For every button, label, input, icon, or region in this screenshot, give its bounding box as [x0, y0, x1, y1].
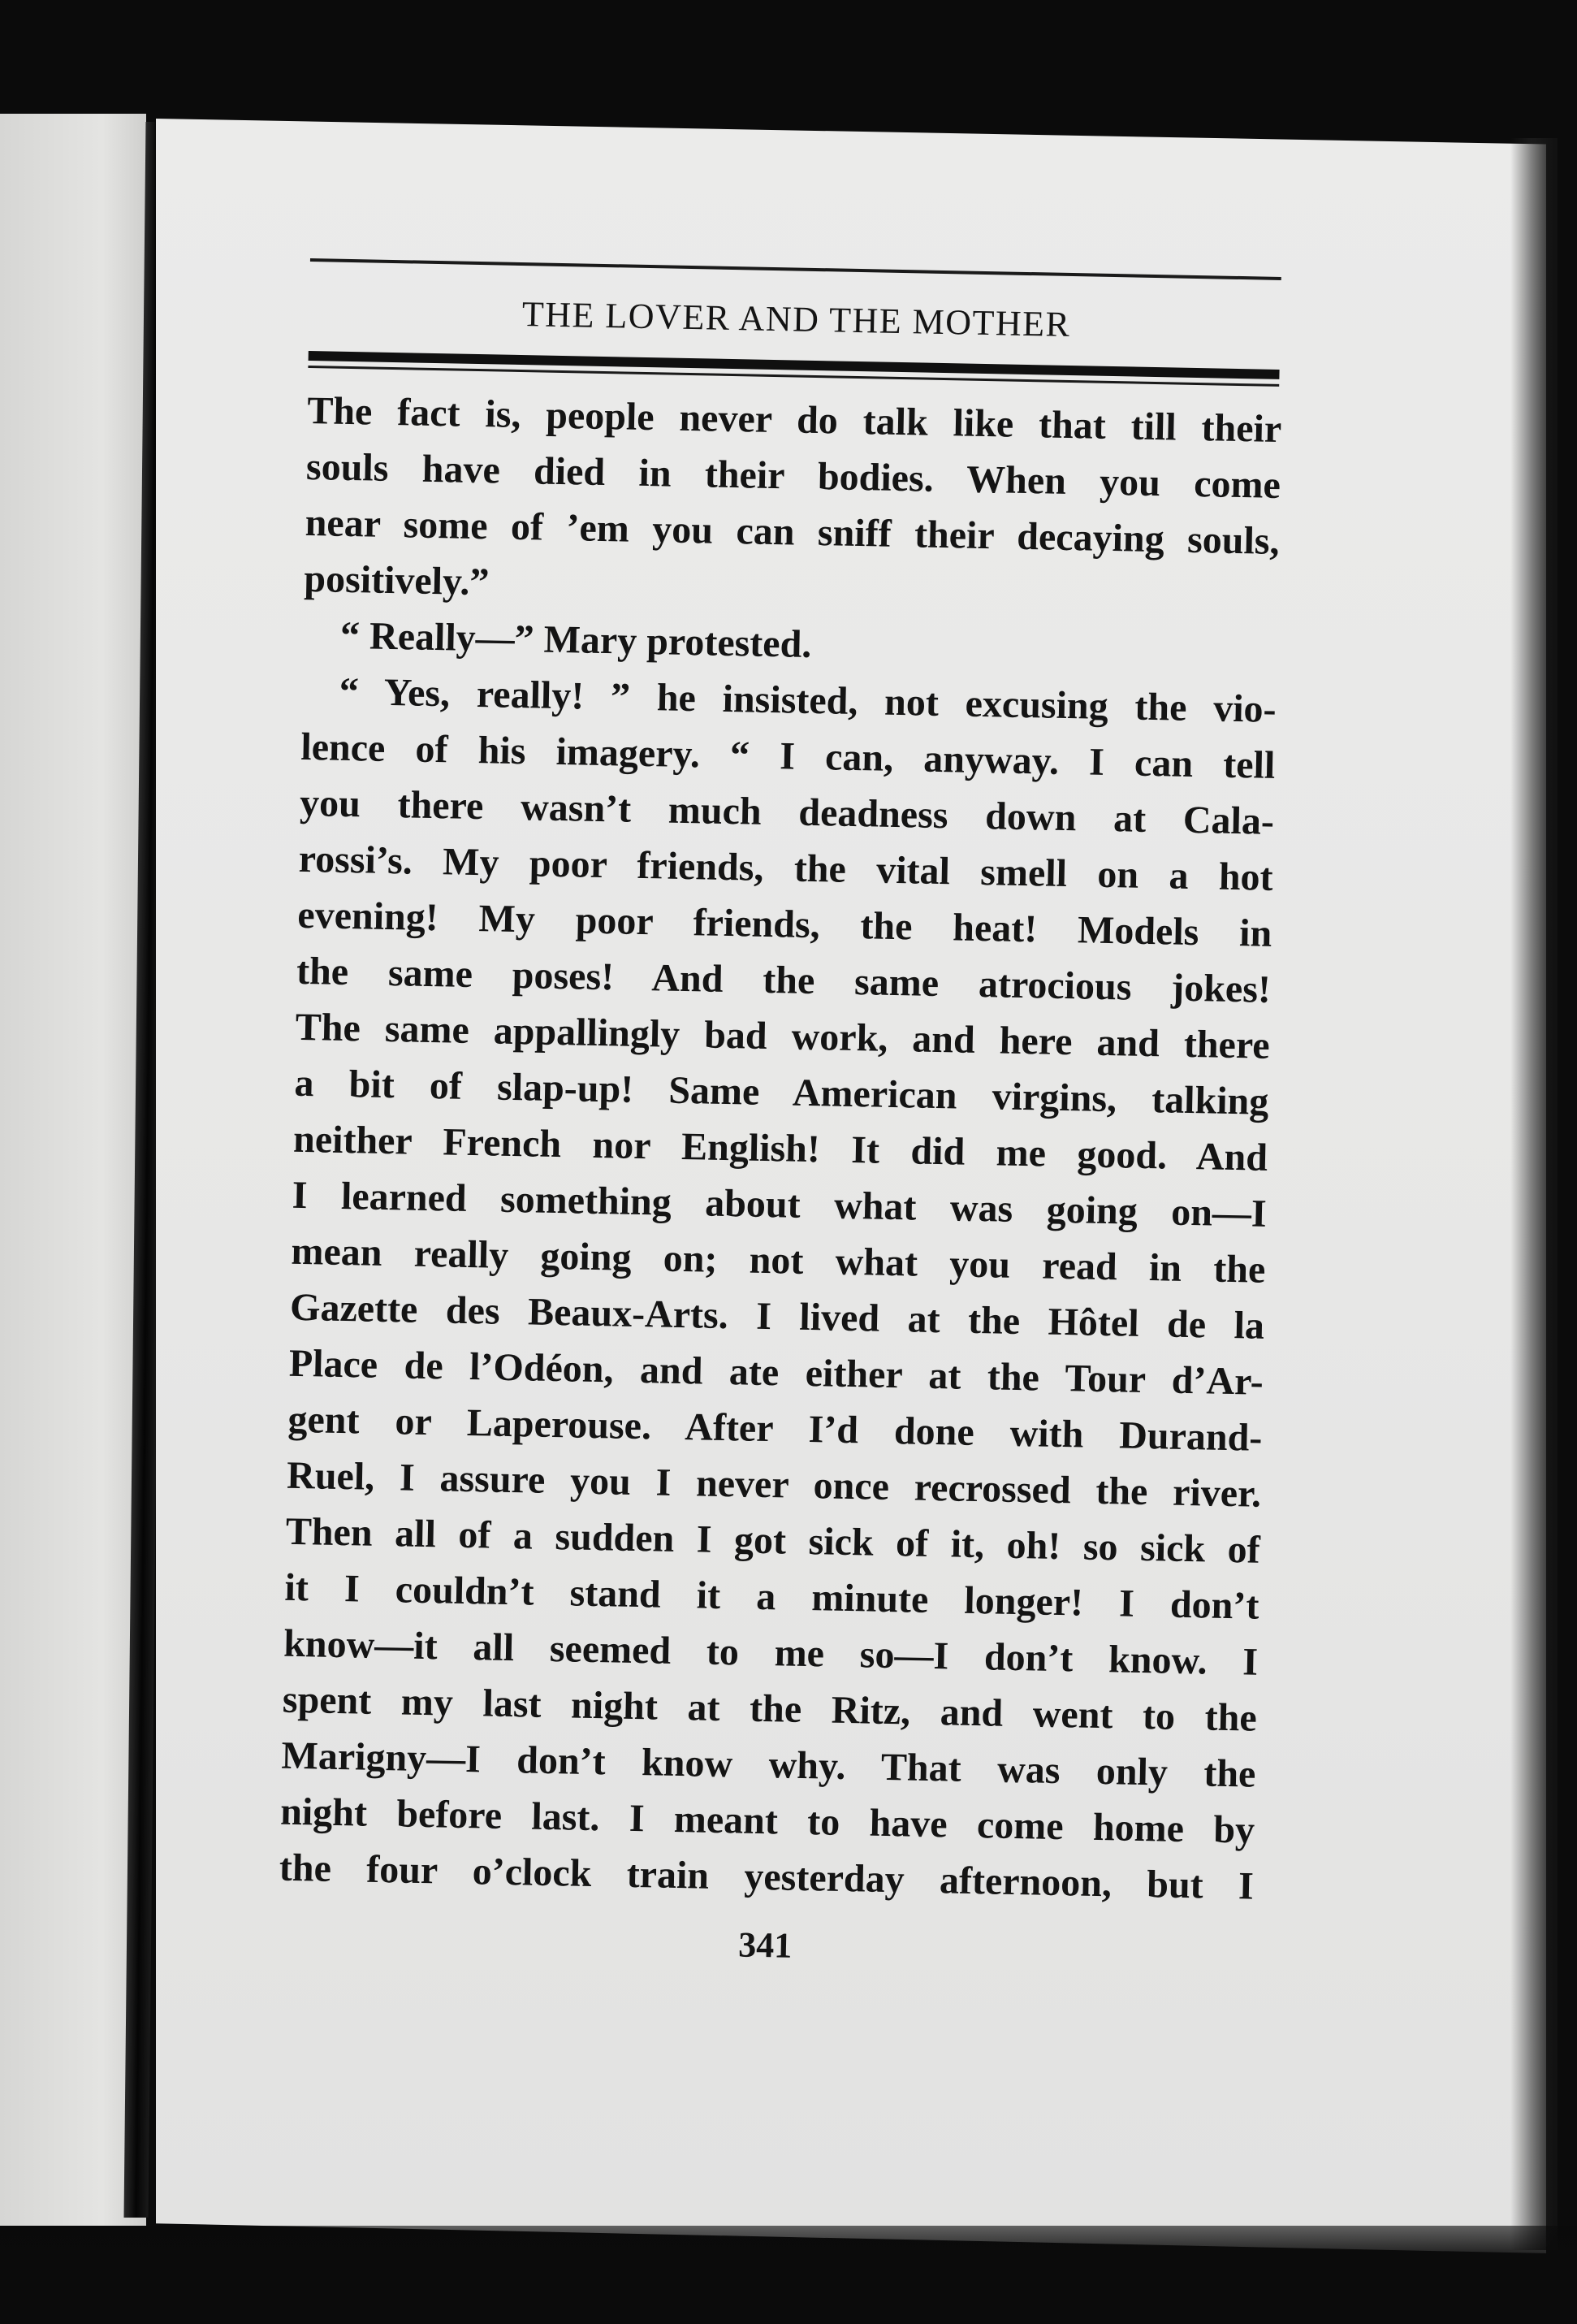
text-line: a bit of slap-up! Same American virgins, talking [293, 1061, 1269, 1123]
text-line: lence of his imagery. “ I can, anyway. I can tell [300, 725, 1276, 787]
text-line: souls have died in their bodies. When you come [305, 444, 1281, 507]
page-text-block [278, 258, 1285, 1980]
text-line: The fact is, people never do talk like that till their [306, 388, 1282, 451]
text-line: the four o’clock train yesterday afternoon, but I [279, 1846, 1255, 1908]
text-line: rossi’s. My poor friends, the vital smell on a hot [298, 837, 1274, 899]
text-line: it I couldn’t stand it a minute longer! I don’t [284, 1565, 1259, 1628]
text-line: night before last. I meant to have come home by [279, 1790, 1255, 1852]
text-line: neither French nor English! It did me good. And [292, 1117, 1268, 1179]
text-line: Ruel, I assure you I never once recrossed the river. [286, 1453, 1262, 1516]
running-head: THE LOVER AND THE MOTHER [521, 294, 1071, 344]
text-line: positively.” [303, 556, 490, 604]
page-edge-shadow [1510, 138, 1558, 2250]
text-line: know—it all seemed to me so—I don’t know. I [283, 1621, 1259, 1684]
text-line: near some of ’em you can sniff their decaying souls, [305, 500, 1281, 563]
text-line: the same poses! And the same atrocious jokes! [296, 949, 1272, 1011]
text-line: Marigny—I don’t know why. That was only the [281, 1733, 1256, 1796]
text-line: mean really going on; not what you read in the [291, 1229, 1266, 1292]
facing-page-edge [0, 114, 146, 2226]
text-line: you there wasn’t much deadness down at Cala- [299, 781, 1275, 843]
text-line: Place de l’Odéon, and ate either at the Tour d’Ar- [288, 1341, 1264, 1404]
text-line: evening! My poor friends, the heat! Models in [296, 893, 1272, 955]
text-line: spent my last night at the Ritz, and went to the [282, 1677, 1258, 1740]
text-line: Gazette des Beaux-Arts. I lived at the Hôtel de la [289, 1285, 1265, 1348]
text-line: “ Yes, really! ” he insisted, not excusing the vio- [339, 669, 1277, 731]
text-line: I learned something about what was going on—I [292, 1173, 1268, 1236]
bottom-shadow [0, 2226, 1577, 2324]
text-line: The same appallingly bad work, and here and there [295, 1005, 1271, 1067]
text-line: “ Really—” Mary protested. [339, 613, 812, 666]
body-text [279, 383, 1282, 1915]
text-line: gent or Laperouse. After I’d done with Durand- [287, 1397, 1263, 1460]
text-line: Then all of a sudden I got sick of it, oh! so sick of [285, 1509, 1261, 1572]
page-number: 341 [737, 1924, 793, 1966]
